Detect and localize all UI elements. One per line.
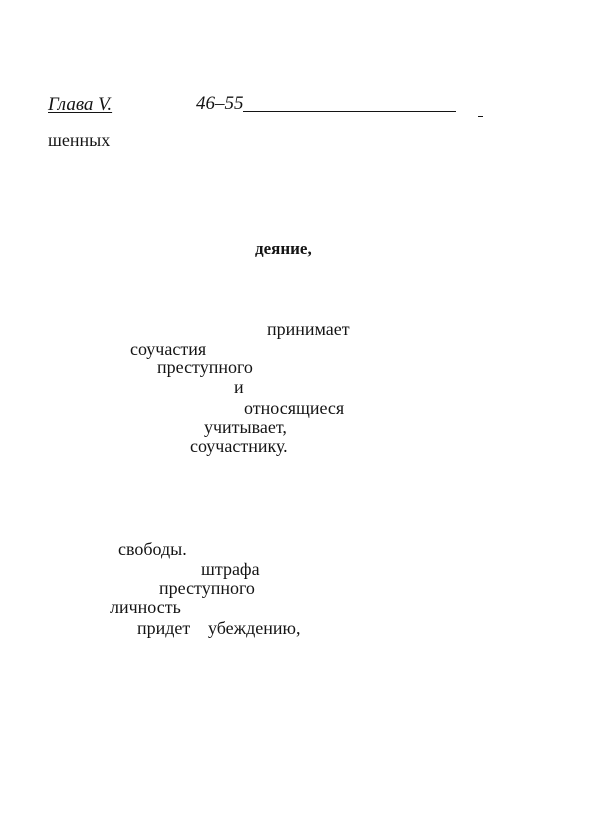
- page-range: 46–55: [196, 93, 244, 114]
- text-fragment: деяние,: [255, 239, 312, 258]
- text-fragment: принимает: [267, 319, 350, 339]
- text-fragment: учитывает,: [204, 417, 287, 437]
- text-fragment: относящиеся: [244, 398, 345, 418]
- text-fragment: преступного: [159, 578, 255, 598]
- chapter-label: Глава V.: [48, 94, 113, 115]
- text-fragment: личность: [110, 597, 181, 617]
- text-fragment: соучастия: [130, 339, 207, 359]
- text-fragment: убеждению,: [208, 618, 301, 638]
- text-fragment: соучастнику.: [190, 436, 288, 456]
- text-fragment: и: [234, 377, 244, 397]
- text-fragment: шенных: [48, 130, 111, 150]
- text-fragment: свободы.: [118, 539, 187, 559]
- header-rule: [243, 111, 456, 112]
- text-fragment: преступного: [157, 357, 253, 377]
- text-fragment: придет: [137, 618, 191, 638]
- text-fragment: штрафа: [201, 559, 260, 579]
- header-dash: [478, 116, 483, 117]
